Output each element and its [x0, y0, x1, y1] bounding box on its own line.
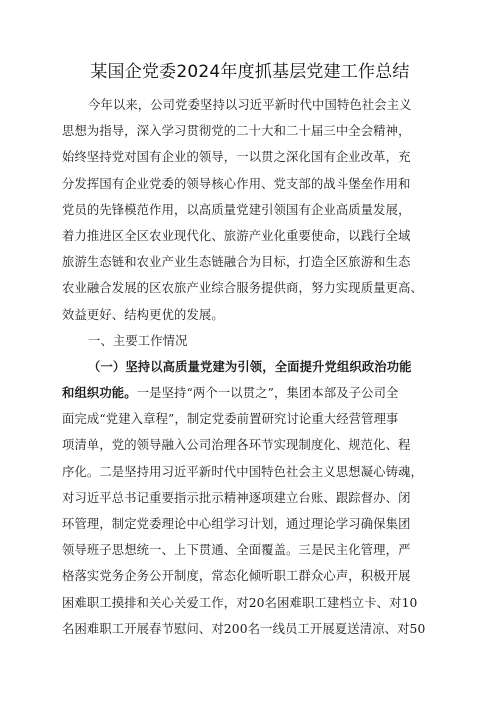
intro-line: 农业融合发展的区农旅产业综合服务提供商，努力实现质量更高、: [62, 281, 423, 296]
sub-heading-line-2: [62, 380, 442, 406]
sub-heading-line-1: [62, 354, 442, 380]
section-heading: 一、主要工作情况: [88, 333, 188, 348]
body-line: 对习近平总书记重要指示批示精神逐项建立台账、跟踪督办、闭: [62, 490, 411, 505]
intro-line: 着力推进区全区农业现代化、旅游产业化重要使命，以践行全域: [62, 228, 411, 243]
intro-line: 分发挥国有企业党委的领导核心作用、党支部的战斗堡垒作用和: [62, 176, 411, 191]
document-body: [62, 92, 442, 642]
body-line: 面完成“党建入章程”，制定党委前置研究讨论重大经营管理事: [62, 412, 399, 427]
intro-line: 旅游生态链和农业产业生态链融合为目标，打造全区旅游和生态: [62, 255, 411, 270]
intro-line: 始终坚持党对国有企业的领导，一以贯之深化国有企业改革，充: [62, 150, 411, 165]
intro-line: 效益更好、结构更优的发展。: [62, 307, 224, 322]
document-title: 某国企党委2024年度抓基层党建工作总结: [90, 62, 410, 82]
sub-heading-text: （一）坚持以高质量党建为引领，全面提升党组织政治功能: [88, 359, 412, 374]
body-line: 序化。二是坚持用习近平新时代中国特色社会主义思想凝心铸魂，: [62, 464, 423, 479]
intro-line: 思想为指导，深入学习贯彻党的二十大和二十届三中全会精神，: [62, 124, 411, 139]
body-line: 困难职工摸排和关心关爱工作，对20名困难职工建档立卡、对10: [62, 595, 418, 610]
sub-heading-text-continued: 和组织功能。: [62, 386, 137, 401]
body-text-inline: 一是坚持“两个一以贯之”，集团本部及子公司全: [136, 386, 399, 401]
body-line: 项清单，党的领导融入公司治理各环节实现制度化、规范化、程: [62, 438, 411, 453]
body-line: 格落实党务企务公开制度，常态化倾听职工群众心声，积极开展: [62, 569, 411, 584]
body-line: 环管理，制定党委理论中心组学习计划，通过理论学习确保集团: [62, 517, 411, 531]
intro-line: 党员的先锋模范作用，以高质量党建引领国有企业高质量发展，: [62, 202, 411, 217]
intro-line: 今年以来，公司党委坚持以习近平新时代中国特色社会主义: [88, 98, 412, 112]
body-line: 名困难职工开展春节慰问、对200名一线员工开展夏送清凉、对50: [62, 621, 426, 636]
body-line: 领导班子思想统一、上下贯通、全面覆盖。三是民主化管理，严: [62, 543, 411, 558]
